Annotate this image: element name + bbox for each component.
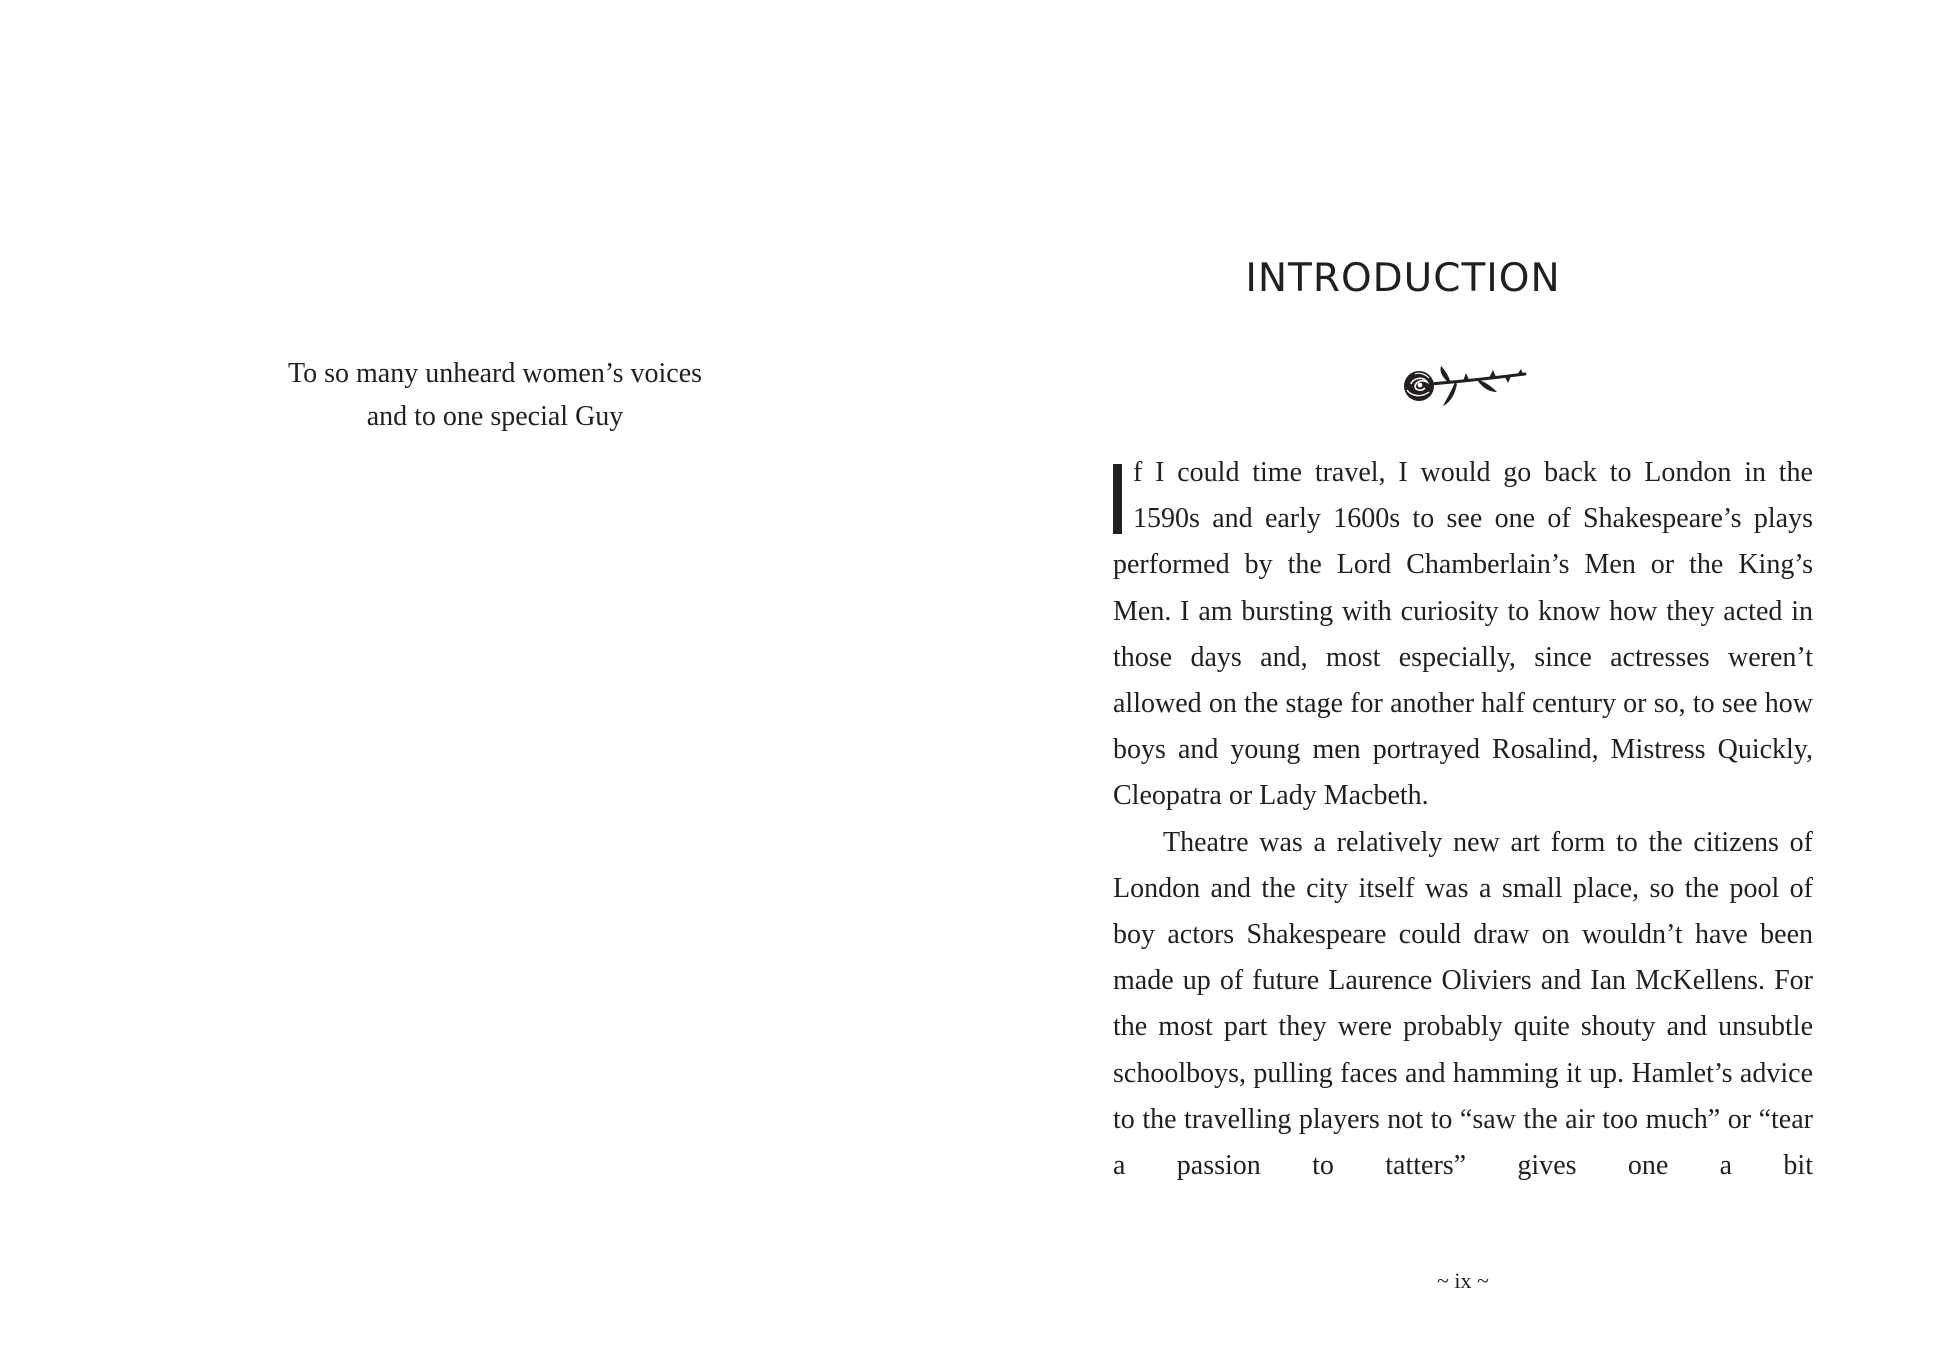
paragraph-1-text: f I could time travel, I would go back to London in the 1590s and early 1600s to see one of Shakespeare’s plays performed by the Lord Chamberlain’s Men or the King’s Men. I am bursting with curiosity to know how they acted in those days and, most especially, since actresses weren’t allowed on the stage for another half century or so, to see how boys and young men portrayed Rosalind, Mistress Quickly, Cleopatra or Lady Macbeth. [1113,457,1813,812]
paragraph-2-text: Theatre was a relatively new art form to the citizens of London and the city itself was a small place, so the pool of boy actors Shakespeare could draw on wouldn’t have been made up of future Laurence Oliviers and Ian McKellens. For the most part they were probably quite shouty and unsubtle schoolboys, pulling faces and hamming it up. Hamlet’s advice to the travelling players not to “saw the air too much” or “tear a passion to tatters” gives one a bit [1113,826,1813,1182]
body-text [1113,450,1813,1189]
dedication-line-2: and to one special Guy [366,401,624,432]
dedication [200,352,790,438]
rose-icon [1393,358,1533,414]
paragraph-2 [1113,820,1813,1190]
dedication-line-1: To so many unheard women’s voices [287,358,703,389]
chapter-title: INTRODUCTION [1245,256,1561,301]
paragraph-1 [1113,450,1813,820]
page-number: ~ ix ~ [1437,1268,1489,1293]
right-page [973,0,1946,1362]
drop-cap [1113,464,1127,534]
